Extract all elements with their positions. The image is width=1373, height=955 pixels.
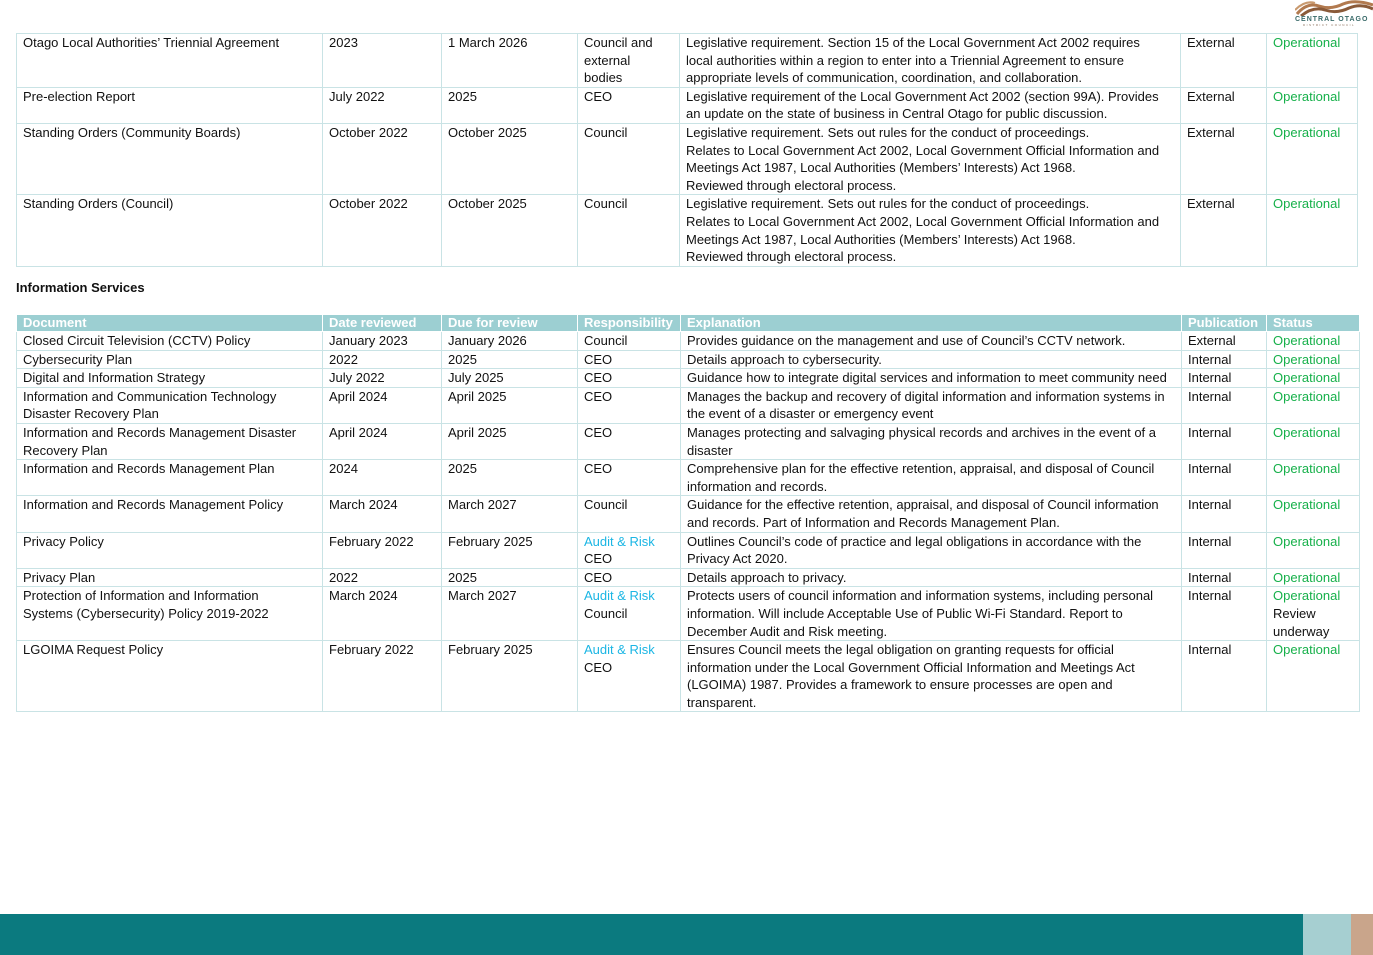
cell-status-line: Operational — [1273, 124, 1341, 140]
cell-document: Standing Orders (Community Boards) — [17, 123, 323, 194]
cell-status — [1267, 387, 1360, 423]
cell-explanation-line: information under the Local Government Official Information and Meetings Act — [687, 659, 1135, 675]
table-header-row — [17, 315, 1360, 332]
information-services-body — [17, 332, 1360, 712]
cell-date-reviewed: October 2022 — [323, 123, 442, 194]
cell-explanation-line: Relates to Local Government Act 2002, Local Government Official Information and — [686, 213, 1160, 229]
governance-documents-body — [17, 34, 1358, 267]
cell-responsibility — [578, 369, 681, 388]
footer-accent-tan — [1351, 914, 1373, 955]
cell-responsibility — [578, 123, 680, 194]
cell-status-line: Operational — [1273, 370, 1341, 386]
cell-publication: Internal — [1182, 568, 1267, 587]
cell-document-line: Information and Records Management Policy — [23, 497, 284, 513]
table-row — [17, 532, 1360, 568]
cell-date-reviewed: March 2024 — [323, 496, 442, 532]
cell-due-for-review: 1 March 2026 — [442, 34, 578, 88]
cell-explanation-line: Meetings Act 1987, Local Authorities (Members’ Interests) Act 1968. — [686, 231, 1076, 247]
section-heading: Information Services — [16, 280, 145, 295]
cell-explanation — [681, 587, 1182, 641]
cell-responsibility — [578, 568, 681, 587]
cell-explanation-line: Meetings Act 1987, Local Authorities (Members’ Interests) Act 1968. — [686, 160, 1076, 176]
cell-responsibility — [578, 195, 680, 266]
cell-status-line: Operational — [1273, 642, 1341, 658]
cell-responsibility-line: Council — [584, 196, 628, 212]
cell-responsibility-line: Audit & Risk — [584, 533, 655, 549]
cell-due-for-review: 2025 — [442, 460, 578, 496]
cell-responsibility — [578, 387, 681, 423]
cell-explanation-line: Comprehensive plan for the effective retention, appraisal, and disposal of Council — [687, 461, 1155, 477]
cell-responsibility — [578, 460, 681, 496]
cell-responsibility-line: Audit & Risk — [584, 588, 655, 604]
cell-responsibility — [578, 496, 681, 532]
cell-status-line: Operational — [1273, 351, 1341, 367]
governance-documents-table — [16, 33, 1358, 267]
cell-document — [17, 387, 323, 423]
cell-status — [1267, 496, 1360, 532]
cell-date-reviewed: 2022 — [323, 350, 442, 369]
cell-date-reviewed: 2022 — [323, 568, 442, 587]
cell-document — [17, 332, 323, 351]
cell-responsibility — [578, 532, 681, 568]
cell-document-line: LGOIMA Request Policy — [23, 642, 164, 658]
cell-document-line: Closed Circuit Television (CCTV) Policy — [23, 333, 251, 348]
cell-document-line: Systems (Cybersecurity) Policy 2019-2022 — [23, 605, 269, 621]
cell-explanation-line: Guidance how to integrate digital services and information to meet community need — [687, 370, 1167, 386]
column-header-due-for-review: Due for review — [442, 315, 578, 332]
cell-status — [1267, 532, 1360, 568]
cell-status-line: Operational — [1273, 333, 1341, 348]
cell-document-line: Privacy Plan — [23, 569, 96, 585]
cell-due-for-review: July 2025 — [442, 369, 578, 388]
cell-explanation-line: Privacy Act 2020. — [687, 551, 788, 567]
table-row — [17, 195, 1358, 266]
cell-responsibility-line: bodies — [584, 70, 623, 86]
information-services-table — [16, 315, 1360, 712]
cell-explanation-line: information and records. — [687, 478, 828, 494]
cell-responsibility — [578, 641, 681, 712]
cell-publication: Internal — [1182, 641, 1267, 712]
cell-status-line: Review — [1273, 605, 1316, 621]
cell-status — [1267, 87, 1358, 123]
cell-explanation-line: Details approach to cybersecurity. — [687, 351, 882, 367]
cell-responsibility-line: CEO — [584, 424, 613, 440]
cell-date-reviewed: April 2024 — [323, 387, 442, 423]
cell-status-line: Operational — [1273, 388, 1341, 404]
cell-explanation — [681, 568, 1182, 587]
cell-date-reviewed: April 2024 — [323, 423, 442, 459]
cell-date-reviewed: March 2024 — [323, 587, 442, 641]
cell-explanation-line: Ensures Council meets the legal obligation on granting requests for official — [687, 642, 1114, 658]
column-header-date-reviewed: Date reviewed — [323, 315, 442, 332]
cell-document: Standing Orders (Council) — [17, 195, 323, 266]
cell-publication: Internal — [1182, 350, 1267, 369]
cell-explanation — [681, 641, 1182, 712]
cell-explanation — [681, 423, 1182, 459]
table-row — [17, 460, 1360, 496]
cell-responsibility-line: CEO — [584, 370, 613, 386]
cell-explanation-line: Legislative requirement. Section 15 of the Local Government Act 2002 requires — [686, 35, 1140, 50]
cell-status-line: Operational — [1273, 533, 1341, 549]
cell-date-reviewed: July 2022 — [323, 369, 442, 388]
cell-status — [1267, 460, 1360, 496]
cell-date-reviewed: 2023 — [323, 34, 442, 88]
table-row — [17, 87, 1358, 123]
cell-publication: Internal — [1182, 496, 1267, 532]
cell-document — [17, 423, 323, 459]
cell-due-for-review: 2025 — [442, 350, 578, 369]
cell-publication: Internal — [1182, 387, 1267, 423]
cell-status-line: Operational — [1273, 588, 1341, 604]
cell-explanation-line: Legislative requirement of the Local Government Act 2002 (section 99A). Provides — [686, 88, 1159, 104]
table-row — [17, 369, 1360, 388]
cell-due-for-review: 2025 — [442, 568, 578, 587]
cell-responsibility-line: CEO — [584, 659, 613, 675]
cell-explanation-line: and records. Part of Information and Records Management Plan. — [687, 514, 1060, 530]
cell-status — [1267, 369, 1360, 388]
cell-publication: Internal — [1182, 532, 1267, 568]
cell-explanation-line: Legislative requirement. Sets out rules for the conduct of proceedings. — [686, 124, 1090, 140]
cell-responsibility-line: CEO — [584, 351, 613, 367]
cell-publication: Internal — [1182, 460, 1267, 496]
cell-explanation-line: appropriate levels of communication, coordination, and collaboration. — [686, 70, 1083, 86]
cell-responsibility-line: Council — [584, 333, 628, 348]
cell-status-line: Operational — [1273, 35, 1341, 50]
table-row — [17, 387, 1360, 423]
cell-responsibility-line: Council and — [584, 35, 653, 50]
cell-responsibility — [578, 87, 680, 123]
cell-explanation — [680, 123, 1181, 194]
cell-explanation-line: Reviewed through electoral process. — [686, 177, 897, 193]
column-header-status: Status — [1267, 315, 1360, 332]
cell-due-for-review: October 2025 — [442, 123, 578, 194]
cell-responsibility-line: CEO — [584, 88, 613, 104]
table-row — [17, 34, 1358, 88]
cell-document-line: Information and Communication Technology — [23, 388, 277, 404]
cell-explanation-line: Protects users of council information and information systems, including personal — [687, 588, 1154, 604]
cell-explanation-line: Details approach to privacy. — [687, 569, 847, 585]
cell-responsibility-line: Council — [584, 605, 628, 621]
cell-document — [17, 587, 323, 641]
cell-explanation-line: Manages protecting and salvaging physical records and archives in the event of a — [687, 424, 1157, 440]
cell-explanation-line: Legislative requirement. Sets out rules for the conduct of proceedings. — [686, 196, 1090, 212]
column-header-explanation: Explanation — [681, 315, 1182, 332]
cell-status-line: Operational — [1273, 424, 1341, 440]
cell-responsibility — [578, 34, 680, 88]
cell-document: Pre-election Report — [17, 87, 323, 123]
logo-wordmark: CENTRAL OTAGO — [1295, 16, 1369, 23]
council-logo — [1295, 0, 1373, 30]
cell-date-reviewed: January 2023 — [323, 332, 442, 351]
cell-responsibility-line: CEO — [584, 388, 613, 404]
cell-status — [1267, 568, 1360, 587]
cell-due-for-review: February 2025 — [442, 641, 578, 712]
cell-status-line: Operational — [1273, 88, 1341, 104]
cell-status — [1267, 641, 1360, 712]
cell-document: Otago Local Authorities’ Triennial Agreement — [17, 34, 323, 88]
cell-responsibility — [578, 350, 681, 369]
cell-due-for-review: October 2025 — [442, 195, 578, 266]
cell-explanation-line: Manages the backup and recovery of digital information and information systems in — [687, 388, 1165, 404]
cell-responsibility-line: CEO — [584, 569, 613, 585]
cell-explanation-line: Outlines Council’s code of practice and legal obligations in accordance with the — [687, 533, 1142, 549]
cell-explanation-line: December Audit and Risk meeting. — [687, 623, 888, 639]
cell-status — [1267, 123, 1358, 194]
cell-responsibility-line: CEO — [584, 461, 613, 477]
cell-publication: Internal — [1182, 369, 1267, 388]
cell-due-for-review: March 2027 — [442, 587, 578, 641]
table-row — [17, 496, 1360, 532]
cell-document-line: Information and Records Management Disaster — [23, 424, 297, 440]
cell-responsibility-line: Council — [584, 124, 628, 140]
cell-date-reviewed: February 2022 — [323, 532, 442, 568]
cell-status-line: Operational — [1273, 461, 1341, 477]
cell-explanation — [681, 460, 1182, 496]
cell-due-for-review: April 2025 — [442, 387, 578, 423]
cell-document-line: Privacy Policy — [23, 533, 104, 549]
cell-explanation — [680, 34, 1181, 88]
cell-explanation — [680, 87, 1181, 123]
cell-responsibility — [578, 587, 681, 641]
cell-responsibility — [578, 332, 681, 351]
logo-subtext: DISTRICT COUNCIL — [1303, 23, 1356, 27]
column-header-responsibility: Responsibility — [578, 315, 681, 332]
cell-document-line: Recovery Plan — [23, 442, 108, 458]
cell-explanation-line: information. Will include Acceptable Use of Public Wi-Fi Standard. Report to — [687, 605, 1123, 621]
cell-publication: External — [1181, 87, 1267, 123]
footer-accent-light — [1303, 914, 1351, 955]
cell-explanation-line: Provides guidance on the management and use of Council’s CCTV network. — [687, 333, 1126, 348]
cell-date-reviewed: October 2022 — [323, 195, 442, 266]
cell-document — [17, 568, 323, 587]
cell-explanation — [680, 195, 1181, 266]
cell-explanation — [681, 332, 1182, 351]
cell-document — [17, 350, 323, 369]
logo-stripes-icon — [1295, 0, 1373, 16]
cell-status — [1267, 423, 1360, 459]
cell-explanation — [681, 350, 1182, 369]
cell-explanation — [681, 496, 1182, 532]
cell-document-line: Cybersecurity Plan — [23, 351, 133, 367]
cell-explanation — [681, 369, 1182, 388]
cell-explanation-line: Reviewed through electoral process. — [686, 249, 897, 265]
cell-due-for-review: January 2026 — [442, 332, 578, 351]
cell-explanation-line: the event of a disaster or emergency event — [687, 406, 934, 422]
cell-date-reviewed: 2024 — [323, 460, 442, 496]
cell-document — [17, 496, 323, 532]
cell-publication: External — [1181, 195, 1267, 266]
cell-document-line: Digital and Information Strategy — [23, 370, 206, 386]
cell-responsibility-line: external — [584, 52, 631, 68]
cell-status — [1267, 587, 1360, 641]
cell-status — [1267, 195, 1358, 266]
cell-explanation — [681, 532, 1182, 568]
cell-due-for-review: March 2027 — [442, 496, 578, 532]
table-row — [17, 423, 1360, 459]
cell-status-line: Operational — [1273, 497, 1341, 513]
cell-explanation-line: disaster — [687, 442, 733, 458]
table-row — [17, 123, 1358, 194]
cell-status-line: Operational — [1273, 196, 1341, 212]
cell-document-line: Disaster Recovery Plan — [23, 406, 159, 422]
cell-publication: External — [1182, 332, 1267, 351]
column-header-document: Document — [17, 315, 323, 332]
cell-explanation-line: Relates to Local Government Act 2002, Local Government Official Information and — [686, 142, 1160, 158]
cell-date-reviewed: February 2022 — [323, 641, 442, 712]
cell-responsibility — [578, 423, 681, 459]
cell-document — [17, 532, 323, 568]
cell-due-for-review: 2025 — [442, 87, 578, 123]
cell-explanation-line: an update on the state of business in Central Otago for public discussion. — [686, 106, 1108, 122]
cell-status-line: underway — [1273, 623, 1330, 639]
table-row — [17, 568, 1360, 587]
cell-document — [17, 369, 323, 388]
cell-responsibility-line: Council — [584, 497, 628, 513]
table-row — [17, 350, 1360, 369]
cell-due-for-review: February 2025 — [442, 532, 578, 568]
table-row — [17, 587, 1360, 641]
cell-publication: External — [1181, 123, 1267, 194]
cell-status — [1267, 332, 1360, 351]
cell-due-for-review: April 2025 — [442, 423, 578, 459]
cell-explanation-line: local authorities within a region to enter into a Triennial Agreement to ensure — [686, 52, 1124, 68]
cell-explanation-line: Guidance for the effective retention, appraisal, and disposal of Council information — [687, 497, 1159, 513]
cell-status-line: Operational — [1273, 569, 1341, 585]
cell-responsibility-line: CEO — [584, 551, 613, 567]
cell-document — [17, 641, 323, 712]
cell-document — [17, 460, 323, 496]
cell-explanation — [681, 387, 1182, 423]
footer-bar — [0, 914, 1373, 955]
cell-date-reviewed: July 2022 — [323, 87, 442, 123]
cell-publication: Internal — [1182, 587, 1267, 641]
column-header-publication: Publication — [1182, 315, 1267, 332]
cell-explanation-line: transparent. — [687, 694, 757, 710]
cell-status — [1267, 350, 1360, 369]
cell-document-line: Protection of Information and Information — [23, 588, 259, 604]
table-row — [17, 332, 1360, 351]
table-row — [17, 641, 1360, 712]
cell-responsibility-line: Audit & Risk — [584, 642, 655, 658]
cell-explanation-line: (LGOIMA) 1987. Provides a framework to ensure processes are open and — [687, 677, 1113, 693]
cell-publication: Internal — [1182, 423, 1267, 459]
cell-status — [1267, 34, 1358, 88]
cell-document-line: Information and Records Management Plan — [23, 461, 275, 477]
cell-publication: External — [1181, 34, 1267, 88]
